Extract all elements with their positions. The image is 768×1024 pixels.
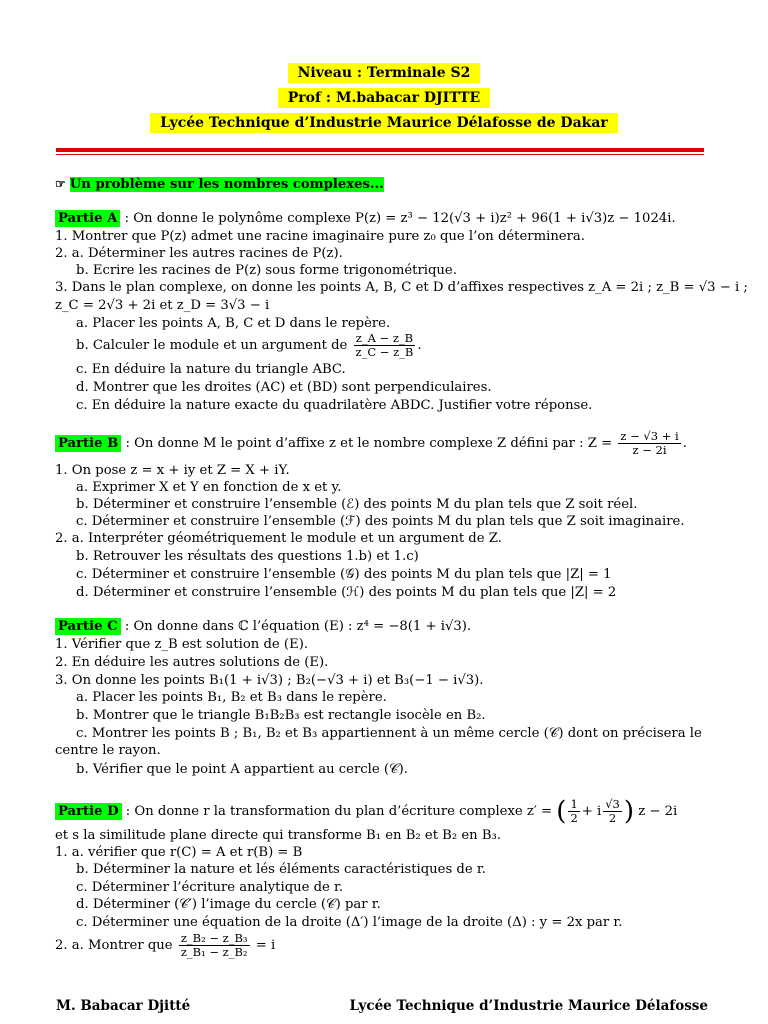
partD-fraction-half: $\frac{1}{2}$	[570, 797, 578, 825]
partC-line: b. Montrer que le triangle B₁B₂B₃ est rectangle isocèle en B₂.	[76, 708, 486, 723]
partA-line: 2. a. Déterminer les autres racines de P(z).	[55, 246, 343, 261]
partA-fraction: $\frac{z\_A - z\_B}{z\_C - z\_B}$	[355, 331, 414, 359]
partA-line: d. Montrer que les droites (AC) et (BD) sont perpendiculaires.	[76, 380, 492, 395]
partC-line: centre le rayon.	[55, 743, 161, 758]
partC-line: 1. Vérifier que z_B est solution de (E).	[55, 637, 309, 652]
pointing-hand-icon: ☞	[55, 177, 66, 191]
partD-line: 1. a. vérifier que r(C) = A et r(B) = B	[55, 845, 303, 860]
partA-intro: Partie A : On donne le polynôme complexe P(z) = z³ − 12(√3 + i)z² + 96(1 + i√3)z − 1024i.	[55, 210, 717, 227]
partA-line-fraction: b. Calculer le module et un argument de $\frac{z\_A - z\_B}{z\_C - z\_B}$ .	[76, 331, 422, 359]
partD-intro: Partie D : On donne r la transformation du plan d’écriture complexe z′ = ( $\frac{1}{2}$ + i $\frac{√3}{2}$ ) z − 2i	[55, 798, 717, 825]
partA-tag: Partie A	[55, 210, 120, 227]
partD-line: et s la similitude plane directe qui transforme B₁ en B₂ et B₂ en B₃.	[55, 828, 502, 843]
partA-line: 1. Montrer que P(z) admet une racine imaginaire pure z₀ que l’on déterminera.	[55, 229, 585, 244]
partC-line: 2. En déduire les autres solutions de (E).	[55, 655, 329, 670]
header-rule	[56, 148, 704, 152]
partD-line: c. Déterminer l’écriture analytique de r.	[76, 880, 344, 895]
partC-tag: Partie C	[55, 618, 121, 635]
partB-line: c. Déterminer et construire l’ensemble (𝒢) des points M du plan tels que |Z| = 1	[76, 567, 612, 582]
partD-line-fraction: 2. a. Montrer que $\frac{\text{z\_B₂ − z\_B₃}}{\text{z\_B₁ − z\_B₂}}$ = i	[55, 931, 276, 959]
partD-final-fraction: $\frac{\text{z\_B₂ − z\_B₃}}{\text{z\_B₁ − z\_B₂}}$	[180, 931, 248, 959]
partB-line: 1. On pose z = x + iy et Z = X + iY.	[55, 463, 290, 478]
partB-line: 2. a. Interpréter géométriquement le module et un argument de Z.	[55, 531, 502, 546]
partD-line: d. Déterminer (𝒞′) l’image du cercle (𝒞) par r.	[76, 897, 381, 912]
partB-line: b. Déterminer et construire l’ensemble (ℰ) des points M du plan tels que Z soit réel.	[76, 497, 638, 512]
header-prof: Prof : M.babacar DJITTE	[0, 89, 768, 107]
partB-tag: Partie B	[55, 435, 121, 452]
partC-line: a. Placer les points B₁, B₂ et B₃ dans le repère.	[76, 690, 387, 705]
partC-line: c. Montrer les points B ; B₁, B₂ et B₃ appartiennent à un même cercle (𝒞) dont on précisera le	[76, 726, 702, 741]
footer-school: Lycée Technique d’Industrie Maurice Délafosse	[349, 998, 708, 1014]
partB-line: c. Déterminer et construire l’ensemble (ℱ) des points M du plan tels que Z soit imaginaire.	[76, 514, 685, 529]
header-rule-thin	[56, 154, 704, 155]
header-level: Niveau : Terminale S2	[0, 64, 768, 82]
partA-line: c. En déduire la nature exacte du quadrilatère ABDC. Justifier votre réponse.	[76, 398, 593, 413]
partB-intro: Partie B : On donne M le point d’affixe z et le nombre complexe Z défini par : Z = $\frac{z - √3 + i}{z - 2i}$ .	[55, 430, 717, 457]
partA-line: c. En déduire la nature du triangle ABC.	[76, 362, 346, 377]
partB-fraction: $\frac{z - √3 + i}{z - 2i}$	[620, 429, 679, 457]
partC-intro: Partie C : On donne dans ℂ l’équation (E) : z⁴ = −8(1 + i√3).	[55, 618, 717, 635]
partD-fraction-sqrt: $\frac{√3}{2}$	[605, 797, 620, 825]
partC-line: b. Vérifier que le point A appartient au cercle (𝒞).	[76, 762, 408, 777]
partA-line: a. Placer les points A, B, C et D dans le repère.	[76, 316, 391, 331]
partD-line: b. Déterminer la nature et lés éléments caractéristiques de r.	[76, 862, 486, 877]
partA-line: b. Ecrire les racines de P(z) sous forme trigonométrique.	[76, 263, 457, 278]
document-title: ☞ Un problème sur les nombres complexes...	[55, 177, 384, 192]
header-school: Lycée Technique d’Industrie Maurice Délafosse de Dakar	[0, 114, 768, 132]
partC-line: 3. On donne les points B₁(1 + i√3) ; B₂(−√3 + i) et B₃(−1 − i√3).	[55, 673, 484, 688]
partA-line: z_C = 2√3 + 2i et z_D = 3√3 − i	[55, 298, 270, 313]
partB-line: a. Exprimer X et Y en fonction de x et y.	[76, 480, 342, 495]
partD-line: c. Déterminer une équation de la droite (Δ′) l’image de la droite (Δ) : y = 2x par r.	[76, 915, 623, 930]
partB-line: b. Retrouver les résultats des questions 1.b) et 1.c)	[76, 549, 419, 564]
partB-line: d. Déterminer et construire l’ensemble (ℋ) des points M du plan tels que |Z| = 2	[76, 585, 617, 600]
partA-line: 3. Dans le plan complexe, on donne les points A, B, C et D d’affixes respectives z_A = 2i ; z_B = √3 − i ;	[55, 280, 748, 295]
partD-tag: Partie D	[55, 803, 122, 820]
footer-author: M. Babacar Djitté	[56, 998, 191, 1014]
